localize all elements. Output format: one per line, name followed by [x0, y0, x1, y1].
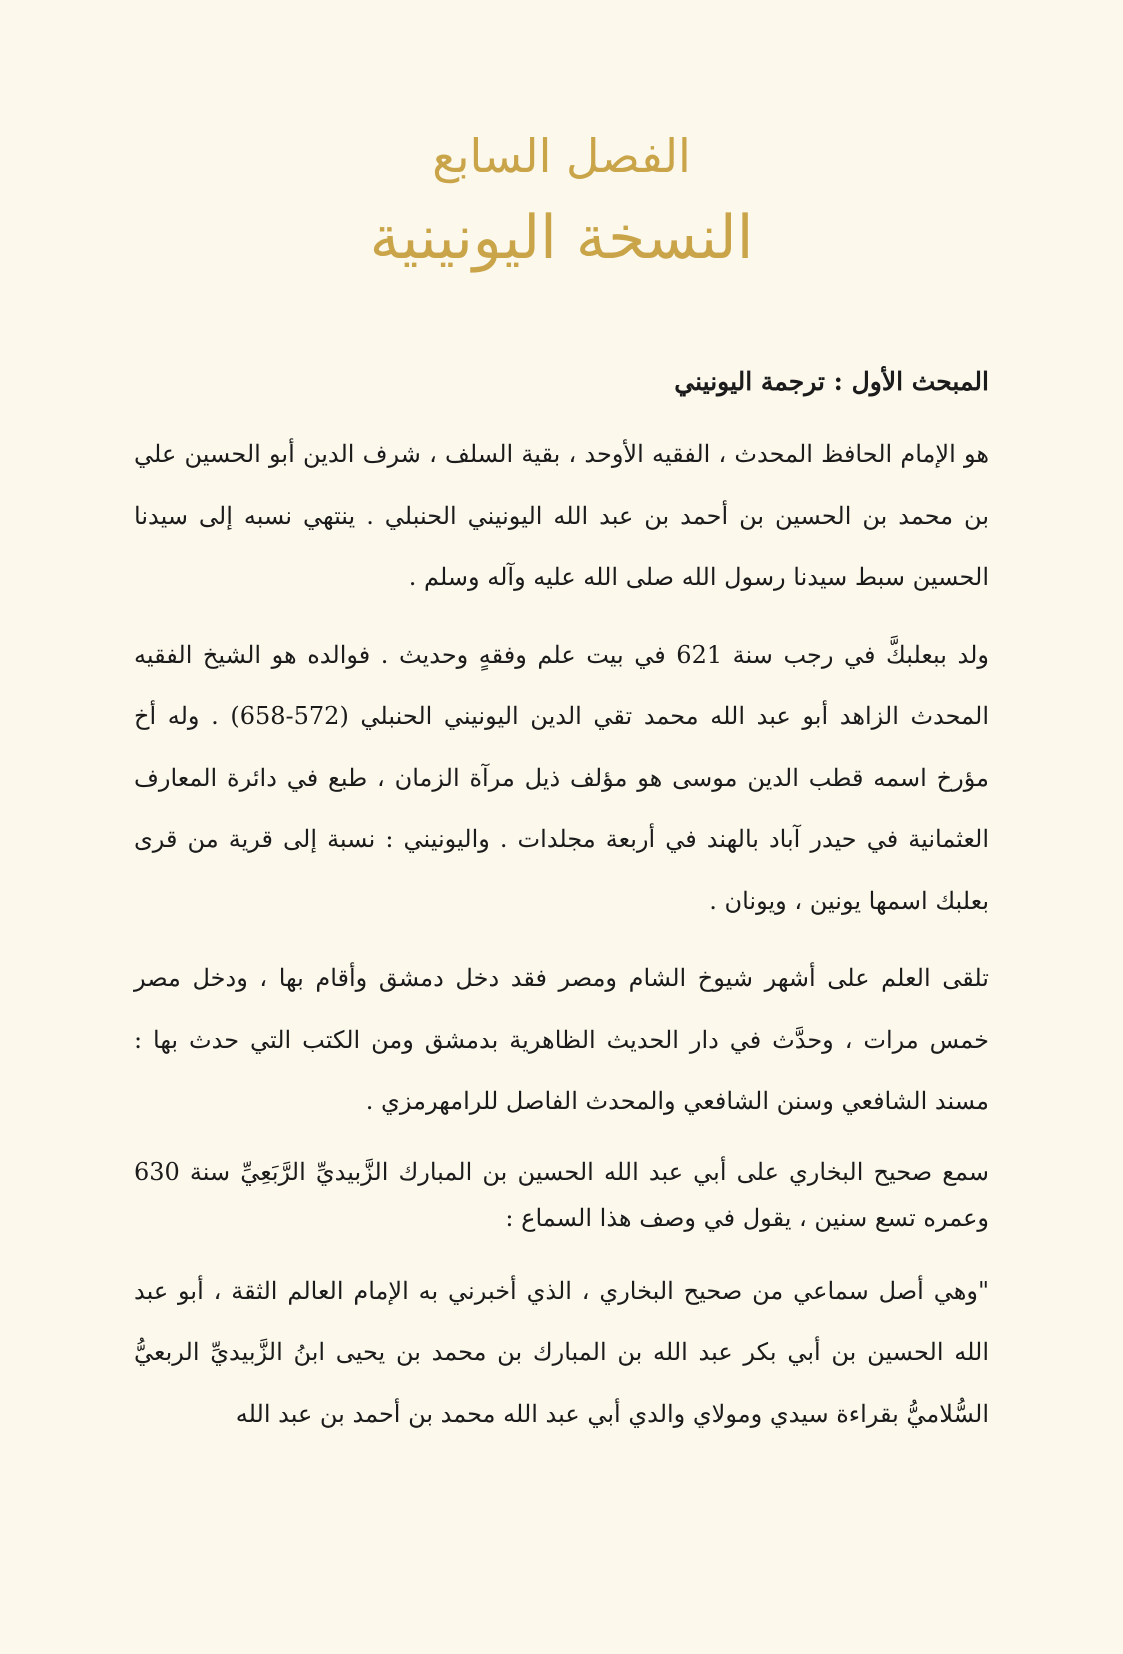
chapter-label: الفصل السابع: [432, 129, 691, 183]
chapter-header: [0, 120, 1123, 284]
paragraph-bukhari: سمع صحيح البخاري على أبي عبد الله الحسين بن المبارك الزَّبيديِّ الرَّبَعِيِّ سنة 630 وعمره تسع سنين ، يقول في وصف هذا السماع :: [134, 1157, 989, 1232]
section-heading: المبحث الأول : ترجمة اليونيني: [674, 367, 989, 396]
paragraph-biography: هو الإمام الحافظ المحدث ، الفقيه الأوحد ، بقية السلف ، شرف الدين أبو الحسين علي بن محمد بن الحسين بن أحمد بن عبد الله اليونيني الحنبلي . ينتهي نسبه إلى سيدنا الحسين سبط سيدنا رسول الله صلى الله عليه وآله وسلم .: [134, 440, 989, 591]
paragraph-quote: "وهي أصل سماعي من صحيح البخاري ، الذي أخبرني به الإمام العالم الثقة ، أبو عبد الله الحسين بن أبي بكر عبد الله بن المبارك بن محمد بن يحيى ابنُ الزَّبيديِّ الربعيُّ السُّلاميُّ بقراءة سيدي ومولاي والدي أبي عبد الله محمد بن أحمد بن عبد الله: [134, 1276, 989, 1428]
paragraph-studies: تلقى العلم على أشهر شيوخ الشام ومصر فقد دخل دمشق وأقام بها ، ودخل مصر خمس مرات ، وحدَّث في دار الحديث الظاهرية بدمشق ومن الكتب التي حدث بها : مسند الشافعي وسنن الشافعي والمحدث الفاصل للرامهرمزي .: [134, 964, 989, 1115]
page-body: [134, 362, 989, 1461]
paragraph-birth: ولد ببعلبكَّ في رجب سنة 621 في بيت علم وفقهٍ وحديث . فوالده هو الشيخ الفقيه المحدث الزاهد أبو عبد الله محمد تقي الدين اليونيني الحنبلي (572-658) . وله أخ مؤرخ اسمه قطب الدين موسى هو مؤلف ذيل مرآة الزمان ، طبع في دائرة المعارف العثمانية في حيدر آباد بالهند في أربعة مجلدات . واليونيني : نسبة إلى قرية من قرى بعلبك اسمها يونين ، ويونان .: [134, 640, 990, 915]
chapter-title: النسخة اليونينية: [369, 203, 754, 273]
